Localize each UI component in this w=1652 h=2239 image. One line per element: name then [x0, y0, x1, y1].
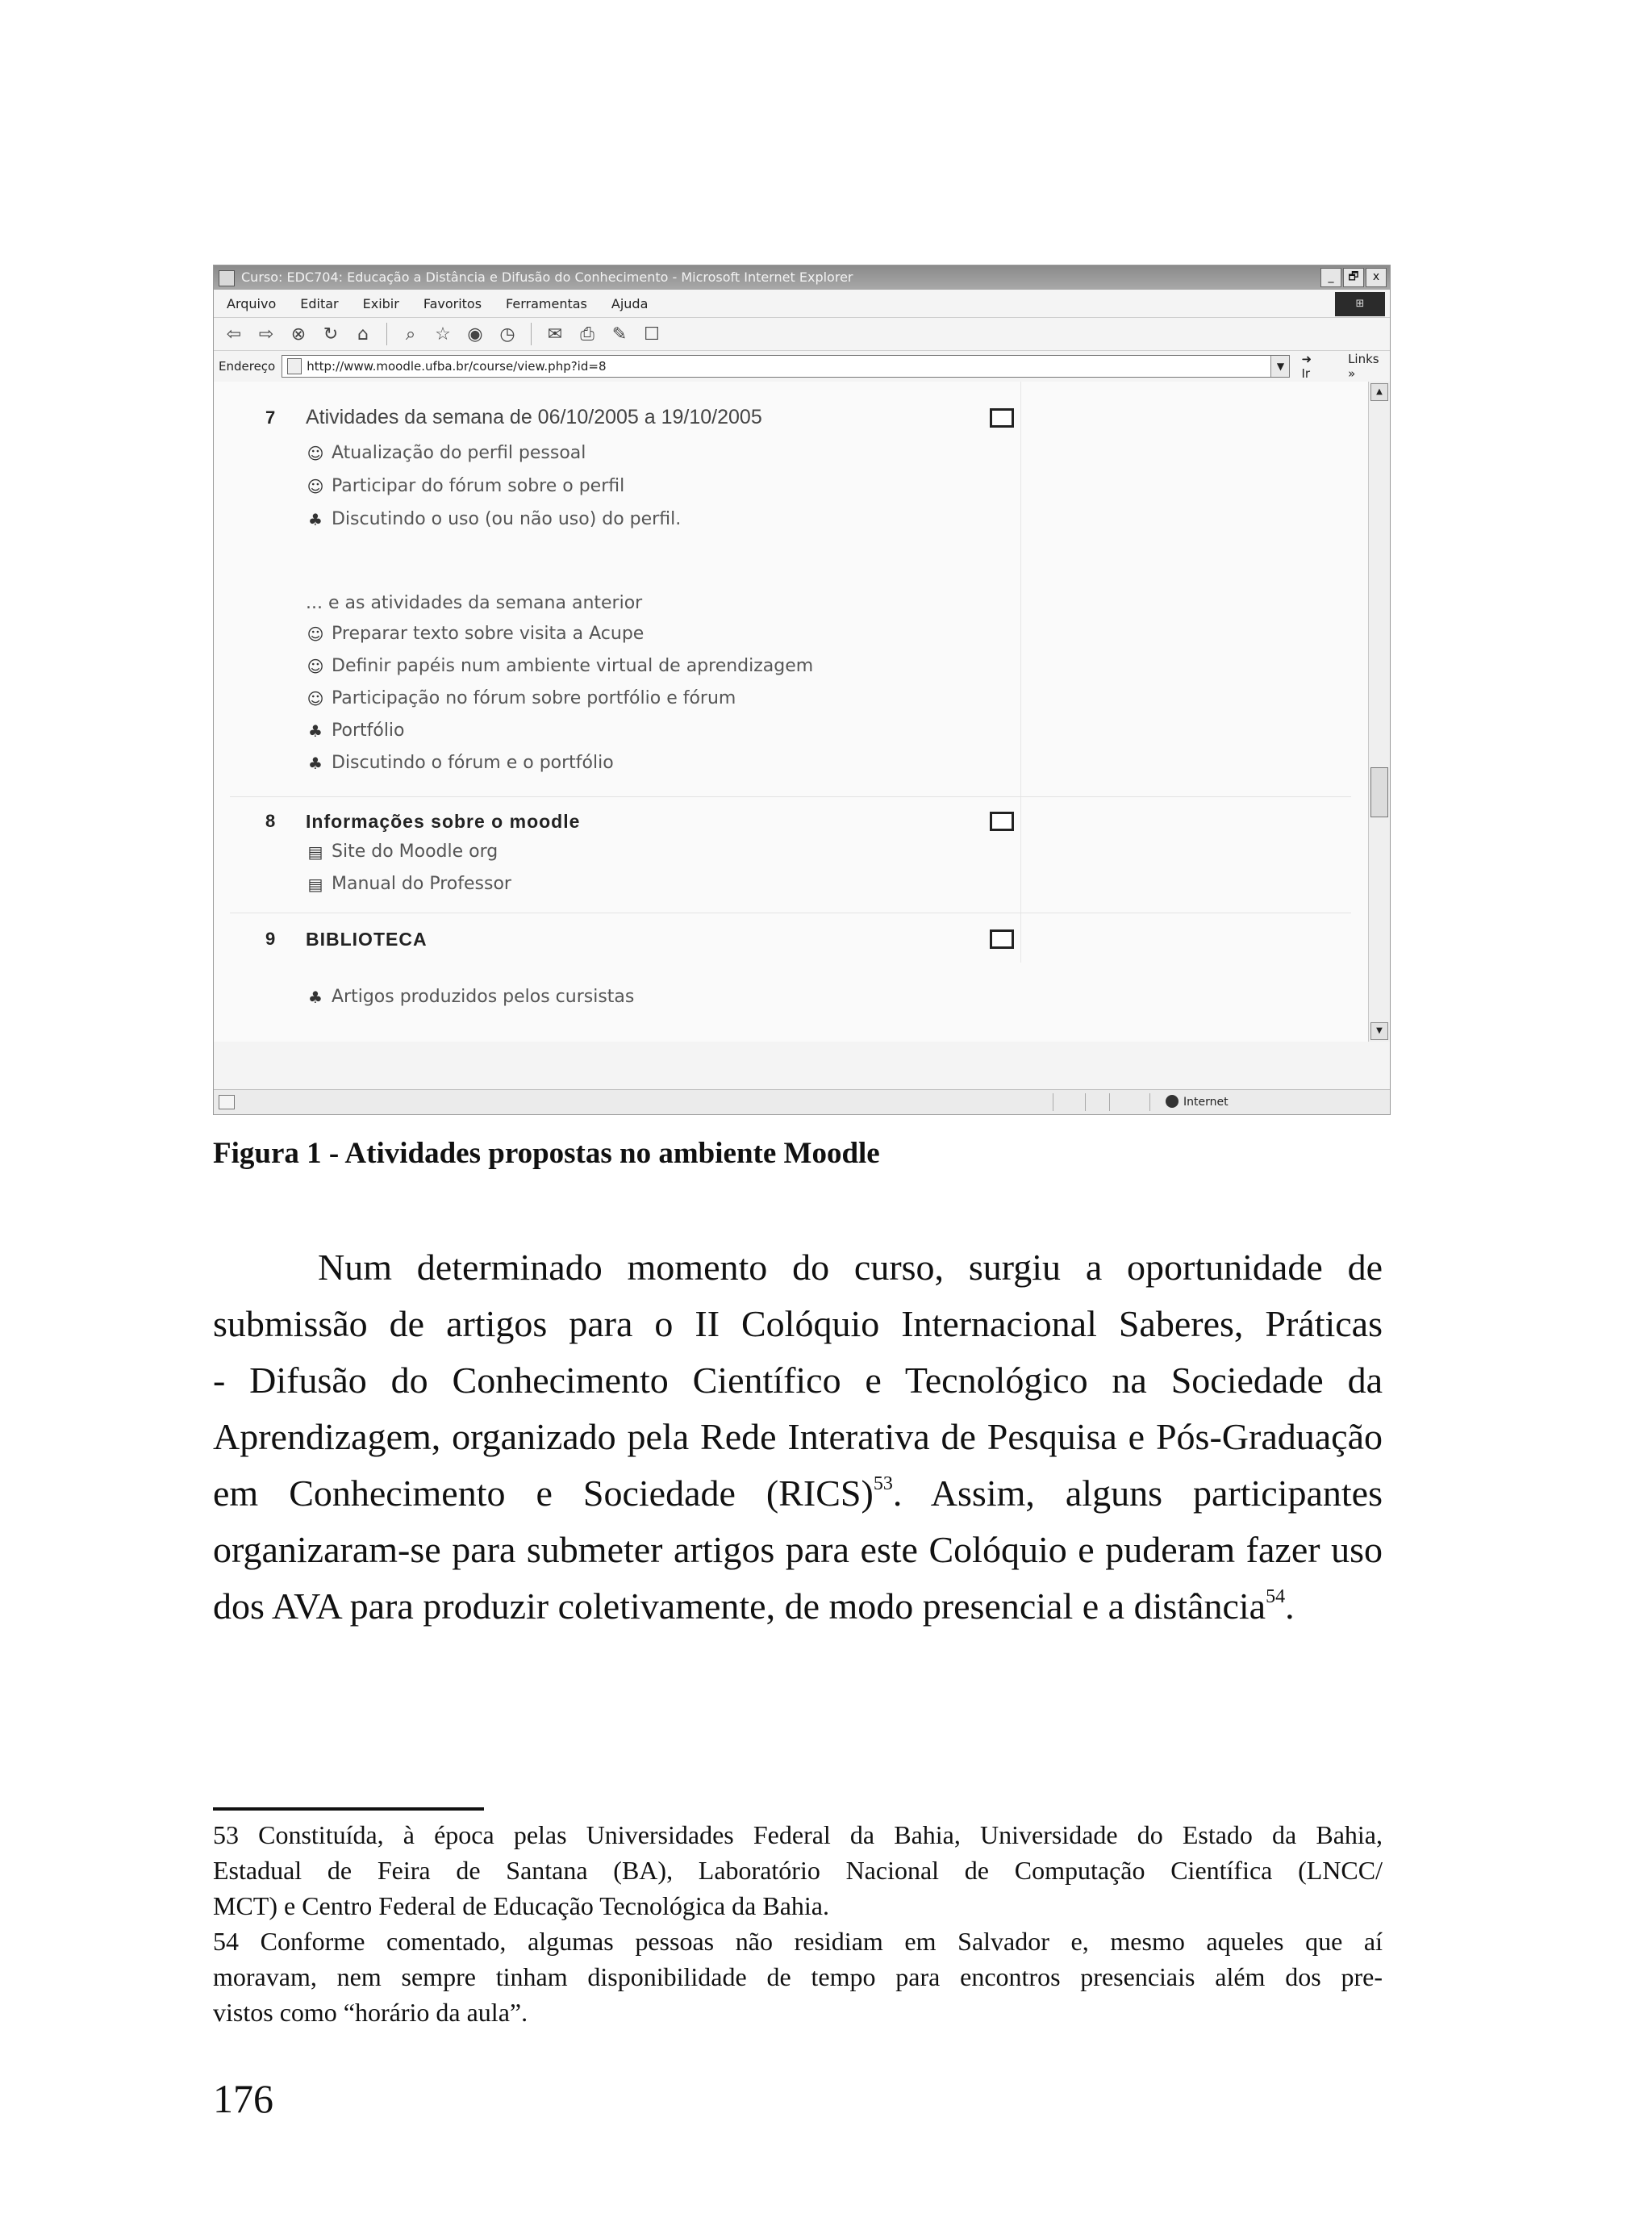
section-title: Informações sobre o moodle	[306, 811, 581, 832]
note-text: ... e as atividades da semana anterior	[306, 593, 643, 613]
line-text: em Conhecimento e Sociedade (RICS)	[213, 1472, 874, 1514]
activity-item[interactable]	[306, 443, 586, 463]
body-paragraph	[213, 1239, 1383, 1635]
line-text: . Assim, alguns participantes	[892, 1472, 1383, 1514]
menu-ferramentas[interactable]: Ferramentas	[506, 295, 587, 311]
activity-item[interactable]	[306, 476, 624, 496]
page-number: 176	[213, 2076, 273, 2121]
activity-label: Discutindo o fórum e o portfólio	[332, 753, 614, 773]
menu-editar[interactable]: Editar	[300, 295, 339, 311]
footnote-line: 54 Conforme comentado, algumas pessoas não residiam em Salvador e, mesmo aqueles que aí	[213, 1927, 1383, 1956]
close-button[interactable]: x	[1366, 268, 1387, 287]
section-divider	[230, 796, 1351, 797]
search-icon[interactable]: ⌕	[405, 324, 416, 345]
section-toggle-icon[interactable]	[990, 408, 1014, 428]
section-number: 8	[265, 811, 276, 831]
footnote-line: moravam, nem sempre tinham disponibilidade de tempo para encontros presenciais além dos pre-	[213, 1962, 1383, 1991]
section-toggle-icon[interactable]	[990, 812, 1014, 831]
section-title: Atividades da semana de 06/10/2005 a 19/10/2005	[306, 406, 762, 428]
resource-item[interactable]	[306, 874, 511, 894]
go-button[interactable]: ➜ Ir	[1301, 352, 1312, 381]
activity-item[interactable]	[306, 509, 681, 529]
activity-label: Atualização do perfil pessoal	[332, 443, 586, 463]
globe-icon	[1166, 1095, 1179, 1108]
chevron-down-icon[interactable]: ▼	[1270, 356, 1289, 377]
activity-item[interactable]	[306, 721, 405, 741]
home-icon[interactable]: ⌂	[357, 324, 369, 345]
chat-icon: ♣	[308, 509, 323, 529]
activity-item[interactable]	[306, 624, 644, 644]
links-button[interactable]: Links »	[1348, 352, 1379, 381]
section-toggle-icon[interactable]	[990, 929, 1014, 949]
window-title: Curso: EDC704: Educação a Distância e Difusão do Conhecimento - Microsoft Internet Explorer	[241, 269, 853, 285]
media-icon[interactable]: ◉	[467, 324, 483, 345]
activity-label: Discutindo o uso (ou não uso) do perfil.	[332, 509, 682, 529]
footnote-rule	[213, 1807, 484, 1811]
menu-exibir[interactable]: Exibir	[362, 295, 399, 311]
forum-icon: ☺	[307, 688, 324, 708]
messenger-icon[interactable]: ☐	[644, 324, 660, 345]
chat-icon: ♣	[308, 753, 323, 773]
resource-label: Site do Moodle org	[332, 842, 499, 862]
footnote-line: MCT) e Centro Federal de Educação Tecnológica da Bahia.	[213, 1891, 829, 1920]
footnote-line: Estadual de Feira de Santana (BA), Laboratório Nacional de Computação Científica (LNCC/	[213, 1856, 1383, 1885]
resource-item[interactable]	[306, 842, 498, 862]
link-icon: ▤	[307, 842, 323, 862]
section-title: BIBLIOTECA	[306, 929, 428, 950]
scroll-down-icon[interactable]: ▼	[1370, 1022, 1388, 1040]
activity-label: Preparar texto sobre visita a Acupe	[332, 624, 645, 644]
back-icon[interactable]: ⇦	[226, 324, 242, 345]
paragraph-line: - Difusão do Conhecimento Científico e Tecnológico na Sociedade da	[213, 1360, 1383, 1401]
previous-week-note	[306, 593, 642, 613]
paragraph-line: Aprendizagem, organizado pela Rede Interativa de Pesquisa e Pós-Graduação	[213, 1416, 1383, 1457]
page-done-icon	[219, 1095, 235, 1109]
address-label: Endereço	[219, 359, 276, 374]
paragraph-line: organizaram-se para submeter artigos para este Colóquio e puderam fazer uso	[213, 1529, 1383, 1570]
chat-icon: ♣	[308, 721, 323, 741]
vertical-scrollbar[interactable]	[1368, 382, 1390, 1042]
page-icon	[287, 358, 302, 374]
forward-icon[interactable]: ⇨	[258, 324, 274, 345]
activity-label: Participação no fórum sobre portfólio e fórum	[332, 688, 736, 708]
zone-label: Internet	[1183, 1096, 1229, 1109]
scroll-thumb[interactable]	[1370, 767, 1388, 817]
paragraph-line	[213, 1578, 1383, 1635]
footnote-ref-53[interactable]: 53	[873, 1473, 893, 1494]
forum-icon: ☺	[307, 476, 324, 496]
figure-caption: Figura 1 - Atividades propostas no ambiente Moodle	[213, 1137, 880, 1170]
activity-label: Definir papéis num ambiente virtual de aprendizagem	[332, 656, 814, 676]
footnote-line: 53 Constituída, à época pelas Universidades Federal da Bahia, Universidade do Estado da Bahia,	[213, 1820, 1383, 1849]
window-titlebar	[214, 265, 1390, 290]
status-cell	[1109, 1093, 1110, 1111]
forum-icon: ☺	[307, 656, 324, 676]
line-text: .	[1285, 1585, 1295, 1627]
toolbar-separator	[531, 323, 532, 345]
maximize-button[interactable]: 🗗	[1343, 268, 1364, 287]
menu-ajuda[interactable]: Ajuda	[611, 295, 649, 311]
address-input[interactable]	[282, 355, 1290, 378]
document-icon: ▤	[307, 874, 323, 894]
footnote-ref-54[interactable]: 54	[1266, 1586, 1286, 1607]
favorites-icon[interactable]: ☆	[435, 324, 451, 345]
footnotes	[213, 1817, 1383, 2030]
line-text: dos AVA para produzir coletivamente, de modo presencial e a distância	[213, 1585, 1266, 1627]
paragraph-line	[213, 1465, 1383, 1522]
activity-label: Participar do fórum sobre o perfil	[332, 476, 625, 496]
footnote-line: vistos como “horário da aula”.	[213, 1998, 528, 2027]
refresh-icon[interactable]: ↻	[323, 324, 339, 345]
mail-icon[interactable]: ✉	[547, 324, 563, 345]
stop-icon[interactable]: ⊗	[290, 324, 307, 345]
address-bar	[214, 351, 1390, 382]
activity-label: Artigos produzidos pelos cursistas	[332, 987, 635, 1007]
page-content	[214, 382, 1370, 1042]
scroll-up-icon[interactable]: ▲	[1370, 383, 1388, 401]
menu-favoritos[interactable]: Favoritos	[423, 295, 482, 311]
address-url: http://www.moodle.ufba.br/course/view.php?id=8	[307, 359, 607, 374]
status-bar	[214, 1089, 1390, 1114]
chat-icon: ♣	[308, 987, 323, 1007]
menu-bar	[214, 290, 1390, 318]
paragraph-line: submissão de artigos para o II Colóquio Internacional Saberes, Práticas	[213, 1303, 1383, 1344]
column-divider	[1020, 382, 1021, 963]
status-cell	[1085, 1093, 1086, 1111]
activity-item[interactable]	[306, 688, 736, 708]
activity-item[interactable]	[306, 656, 813, 676]
resource-label: Manual do Professor	[332, 874, 511, 894]
security-zone	[1166, 1095, 1229, 1109]
menu-arquivo[interactable]: Arquivo	[227, 295, 277, 311]
activity-item[interactable]	[306, 753, 614, 773]
status-cell	[1149, 1093, 1150, 1111]
browser-screenshot	[213, 265, 1391, 1115]
forum-icon: ☺	[307, 443, 324, 463]
activity-item[interactable]	[306, 987, 634, 1007]
section-number: 7	[265, 407, 276, 428]
toolbar-separator	[386, 323, 387, 345]
edit-icon[interactable]: ✎	[611, 324, 628, 345]
windows-logo-icon: ⊞	[1335, 292, 1385, 316]
ie-app-icon	[219, 270, 235, 286]
forum-icon: ☺	[307, 624, 324, 644]
minimize-button[interactable]: _	[1320, 268, 1341, 287]
section-number: 9	[265, 929, 276, 949]
paragraph-line: Num determinado momento do curso, surgiu a oportunidade de	[318, 1247, 1383, 1288]
toolbar	[214, 318, 1390, 351]
go-label: Ir	[1301, 366, 1311, 381]
history-icon[interactable]: ◷	[499, 324, 515, 345]
print-icon[interactable]: ⎙	[580, 324, 594, 345]
activity-label: Portfólio	[332, 721, 405, 741]
